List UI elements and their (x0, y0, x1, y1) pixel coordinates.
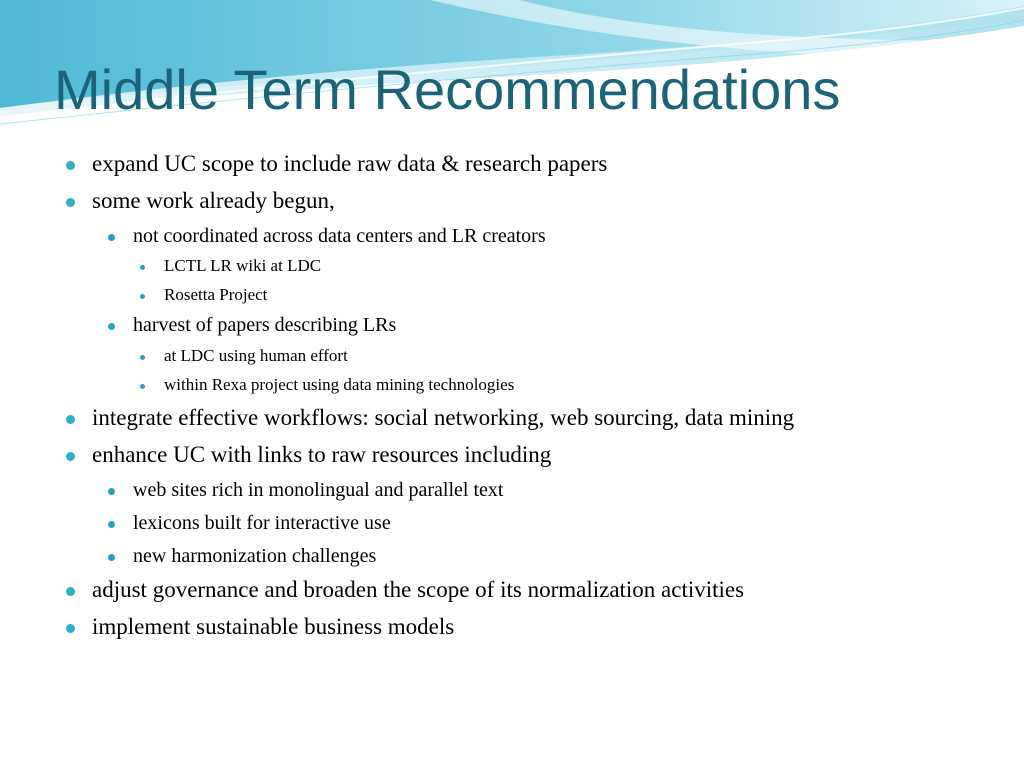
sub-bullet-item: not coordinated across data centers and LR creators (133, 225, 546, 247)
sub-sub-bullet-item: LCTL LR wiki at LDC (164, 256, 322, 275)
bullet-item: implement sustainable business models (92, 614, 455, 639)
bullet-item: some work already begun, (92, 188, 335, 213)
bullet-dot (66, 198, 75, 207)
sub-sub-bullet-dot (140, 355, 145, 360)
bullet-item: expand UC scope to include raw data & research papers (92, 151, 608, 176)
sub-bullet-dot (108, 234, 115, 241)
bullet-dot (66, 161, 75, 170)
bullet-dot (66, 452, 75, 461)
sub-bullet-dot (108, 554, 115, 561)
sub-sub-bullet-item: at LDC using human effort (164, 346, 348, 365)
sub-bullet-item: web sites rich in monolingual and parallel text (133, 479, 504, 501)
slide-title: Middle Term Recommendations (54, 58, 841, 121)
sub-sub-bullet-dot (140, 265, 145, 270)
bullet-dot (66, 624, 75, 633)
bullet-item: enhance UC with links to raw resources including (92, 442, 552, 467)
bullet-dot (66, 587, 75, 596)
sub-sub-bullet-dot (140, 384, 145, 389)
sub-bullet-dot (108, 521, 115, 528)
sub-bullet-dot (108, 488, 115, 495)
sub-bullet-item: new harmonization challenges (133, 545, 377, 567)
sub-bullet-dot (108, 323, 115, 330)
bullet-item: integrate effective workflows: social networking, web sourcing, data mining (92, 405, 795, 430)
sub-sub-bullet-item: Rosetta Project (164, 285, 268, 304)
sub-sub-bullet-item: within Rexa project using data mining technologies (164, 375, 515, 394)
sub-bullet-item: lexicons built for interactive use (133, 512, 391, 534)
bullet-dot (66, 415, 75, 424)
sub-bullet-item: harvest of papers describing LRs (133, 314, 397, 336)
sub-sub-bullet-dot (140, 294, 145, 299)
bullet-item: adjust governance and broaden the scope of its normalization activities (92, 577, 745, 602)
